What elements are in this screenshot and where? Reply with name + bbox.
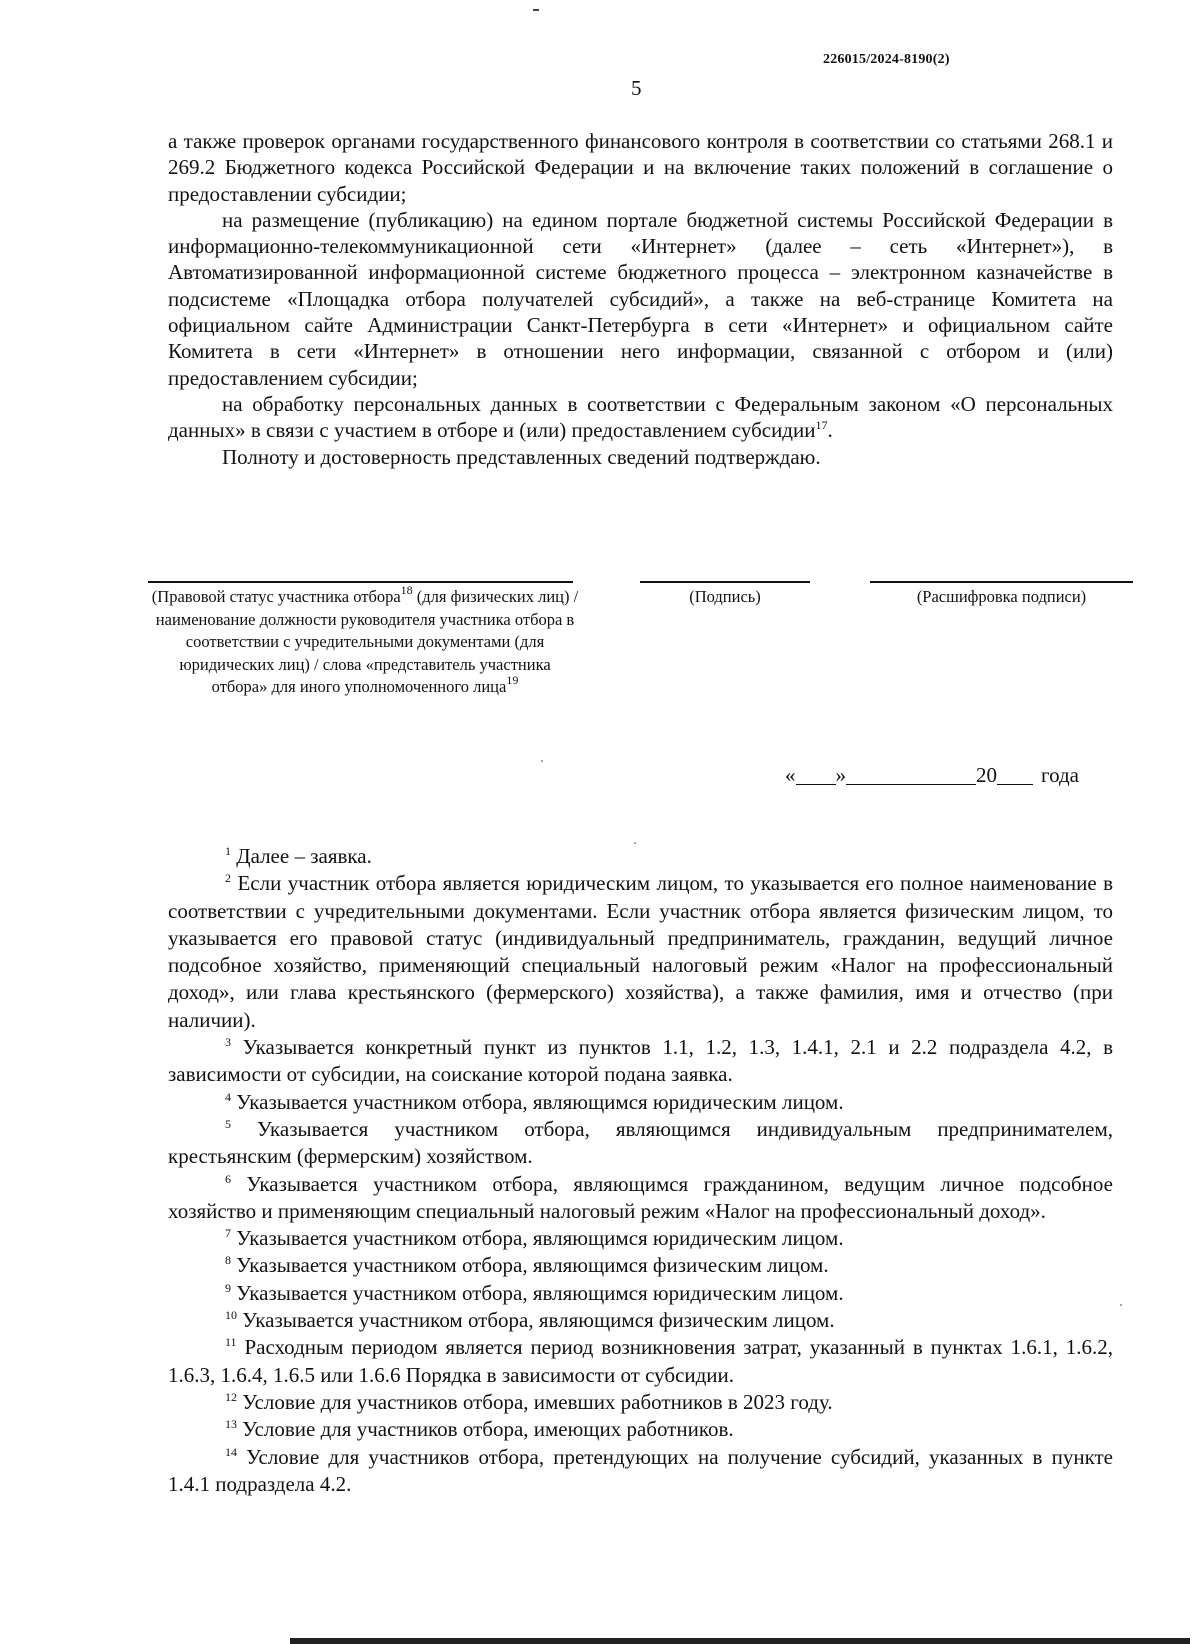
signature-line bbox=[640, 581, 810, 583]
scan-speck bbox=[634, 842, 636, 844]
body-paragraph: на размещение (публикацию) на едином портале бюджетной системы Российской Федерации в информационно-телекоммуникационной сети «Интернет» (далее – сеть «Интернет»), в Автоматизированной информационной системе бюджетного процесса – электронном казначействе в подсистеме «Площадка отбора получателей субсидий», а также на веб-странице Комитета на официальном сайте Администрации Санкт-Петербурга в сети «Интернет» и официальном сайте Комитета в сети «Интернет» в отношении него информации, связанной с отбором и (или) предоставлением субсидии; bbox=[168, 207, 1113, 390]
consent-text bbox=[168, 128, 1113, 470]
footnote-text: Условие для участников отбора, имеющих работников. bbox=[242, 1417, 734, 1442]
status-label bbox=[150, 583, 580, 699]
footnote bbox=[168, 1280, 1113, 1307]
footnote bbox=[168, 1225, 1113, 1252]
footnote-text: Указывается конкретный пункт из пунктов 1.1, 1.2, 1.3, 1.4.1, 2.1 и 2.2 подраздела 4.2, в зависимости от субсидии, на соискание которой подана заявка. bbox=[168, 1035, 1113, 1087]
body-paragraph-text: на обработку персональных данных в соответствии с Федеральным законом «О персональных данных» в связи с участием в отборе и (или) предоставлением субсидии bbox=[168, 391, 1113, 443]
footnote bbox=[168, 1444, 1113, 1499]
footnote-text: Указывается участником отбора, являющимся физическим лицом. bbox=[236, 1253, 829, 1278]
scan-mark bbox=[533, 9, 539, 11]
footnote-number: 12 bbox=[225, 1389, 237, 1404]
paragraph-end: . bbox=[827, 418, 833, 443]
footnote bbox=[168, 1034, 1113, 1089]
scan-speck bbox=[1120, 1304, 1122, 1306]
footnote-number: 5 bbox=[225, 1116, 231, 1131]
page-number: 5 bbox=[631, 76, 642, 100]
footnote-number: 10 bbox=[225, 1308, 237, 1323]
footnote bbox=[168, 843, 1113, 870]
body-paragraph bbox=[168, 391, 1113, 444]
footnote-number: 2 bbox=[225, 871, 231, 886]
scan-edge bbox=[290, 1638, 1190, 1644]
footnote-ref: 19 bbox=[506, 673, 519, 687]
footnote-number: 11 bbox=[225, 1335, 237, 1350]
footnote-text: Указывается участником отбора, являющимся юридическим лицом. bbox=[236, 1280, 844, 1305]
footnote-ref: 18 bbox=[400, 583, 413, 597]
footnote bbox=[168, 1252, 1113, 1279]
footnote-text: Указывается участником отбора, являющимся юридическим лицом. bbox=[236, 1089, 844, 1114]
footnote-number: 13 bbox=[225, 1417, 237, 1432]
footnote bbox=[168, 1334, 1113, 1389]
footnote-text: Указывается участником отбора, являющимся индивидуальным предпринимателем, крестьянским (фермерским) хозяйством. bbox=[168, 1116, 1113, 1169]
year-suffix: года bbox=[1041, 763, 1079, 787]
status-label-text: (Правовой статус участника отбора bbox=[151, 587, 401, 606]
footnote-number: 6 bbox=[225, 1171, 231, 1186]
footnote-number: 9 bbox=[225, 1280, 231, 1295]
footnote-text: Указывается участником отбора, являющимся гражданином, ведущим личное подсобное хозяйство и применяющим специальный налоговый режим «Налог на профессиональный доход». bbox=[168, 1171, 1113, 1223]
footnote-number: 7 bbox=[225, 1226, 231, 1241]
footnote-number: 14 bbox=[225, 1444, 237, 1459]
footnote bbox=[168, 1307, 1113, 1334]
footnote-ref: 17 bbox=[815, 418, 828, 433]
footnote-number: 8 bbox=[225, 1253, 231, 1268]
body-paragraph: Полноту и достоверность представленных сведений подтверждаю. bbox=[222, 444, 821, 469]
footnote bbox=[168, 1171, 1113, 1226]
month-blank bbox=[846, 764, 976, 785]
footnote-text: Указывается участником отбора, являющимся юридическим лицом. bbox=[236, 1226, 844, 1251]
footnote-text: Указывается участником отбора, являющимся физическим лицом. bbox=[242, 1308, 835, 1333]
footnote-text: Далее – заявка. bbox=[236, 844, 372, 868]
scan-speck bbox=[541, 760, 543, 762]
footnote bbox=[168, 1416, 1113, 1443]
signature-label: (Подпись) bbox=[689, 587, 761, 606]
footnote-number: 3 bbox=[225, 1035, 231, 1050]
decoding-label: (Расшифровка подписи) bbox=[916, 587, 1087, 606]
footnote bbox=[168, 1389, 1113, 1416]
footnotes bbox=[168, 843, 1113, 1498]
date-open-quote: « bbox=[785, 763, 796, 787]
footnote bbox=[168, 870, 1113, 1034]
footnote-text: Расходным периодом является период возникновения затрат, указанный в пунктах 1.6.1, 1.6.2, 1.6.3, 1.6.4, 1.6.5 или 1.6.6 Порядка в зависимости от субсидии. bbox=[168, 1335, 1114, 1387]
status-label-rest: (для физических лиц) / наименование должности руководителя участника отбора в соответствии с учредительными документами (для юридических лиц) / слова «представитель участника отбора» для иного уполномоченного лица bbox=[155, 587, 579, 696]
date-close-quote: » bbox=[835, 763, 846, 787]
footnote bbox=[168, 1116, 1113, 1171]
day-blank bbox=[796, 764, 836, 785]
document-id: 226015/2024-8190(2) bbox=[823, 52, 950, 67]
year-prefix: 20 bbox=[976, 763, 997, 787]
footnote-number: 4 bbox=[225, 1089, 231, 1104]
body-paragraph: а также проверок органами государственного финансового контроля в соответствии со статьями 268.1 и 269.2 Бюджетного кодекса Российской Федерации и на включение таких положений в соглашение о предоставлении субсидии; bbox=[168, 129, 1113, 206]
status-signature-line bbox=[148, 581, 573, 583]
footnote-number: 1 bbox=[225, 844, 231, 858]
date-line bbox=[785, 763, 1079, 788]
decoding-signature-line bbox=[870, 581, 1133, 583]
footnote-text: Условие для участников отбора, претендующих на получение субсидий, указанных в пункте 1.4.1 подраздела 4.2. bbox=[168, 1444, 1114, 1496]
footnote-text: Если участник отбора является юридическим лицом, то указывается его полное наименование в соответствии с учредительными документами. Если участник отбора является физическим лицом, то указывается его правовой статус (индивидуальный предприниматель, гражданин, ведущий личное подсобное хозяйство, применяющий специальный налоговый режим «Налог на профессиональный доход», или глава крестьянского (фермерского) хозяйства), а также фамилия, имя и отчество (при наличии). bbox=[168, 871, 1114, 1032]
year-blank bbox=[997, 764, 1033, 785]
footnote-text: Условие для участников отбора, имевших работников в 2023 году. bbox=[242, 1389, 833, 1414]
footnote bbox=[168, 1089, 1113, 1116]
